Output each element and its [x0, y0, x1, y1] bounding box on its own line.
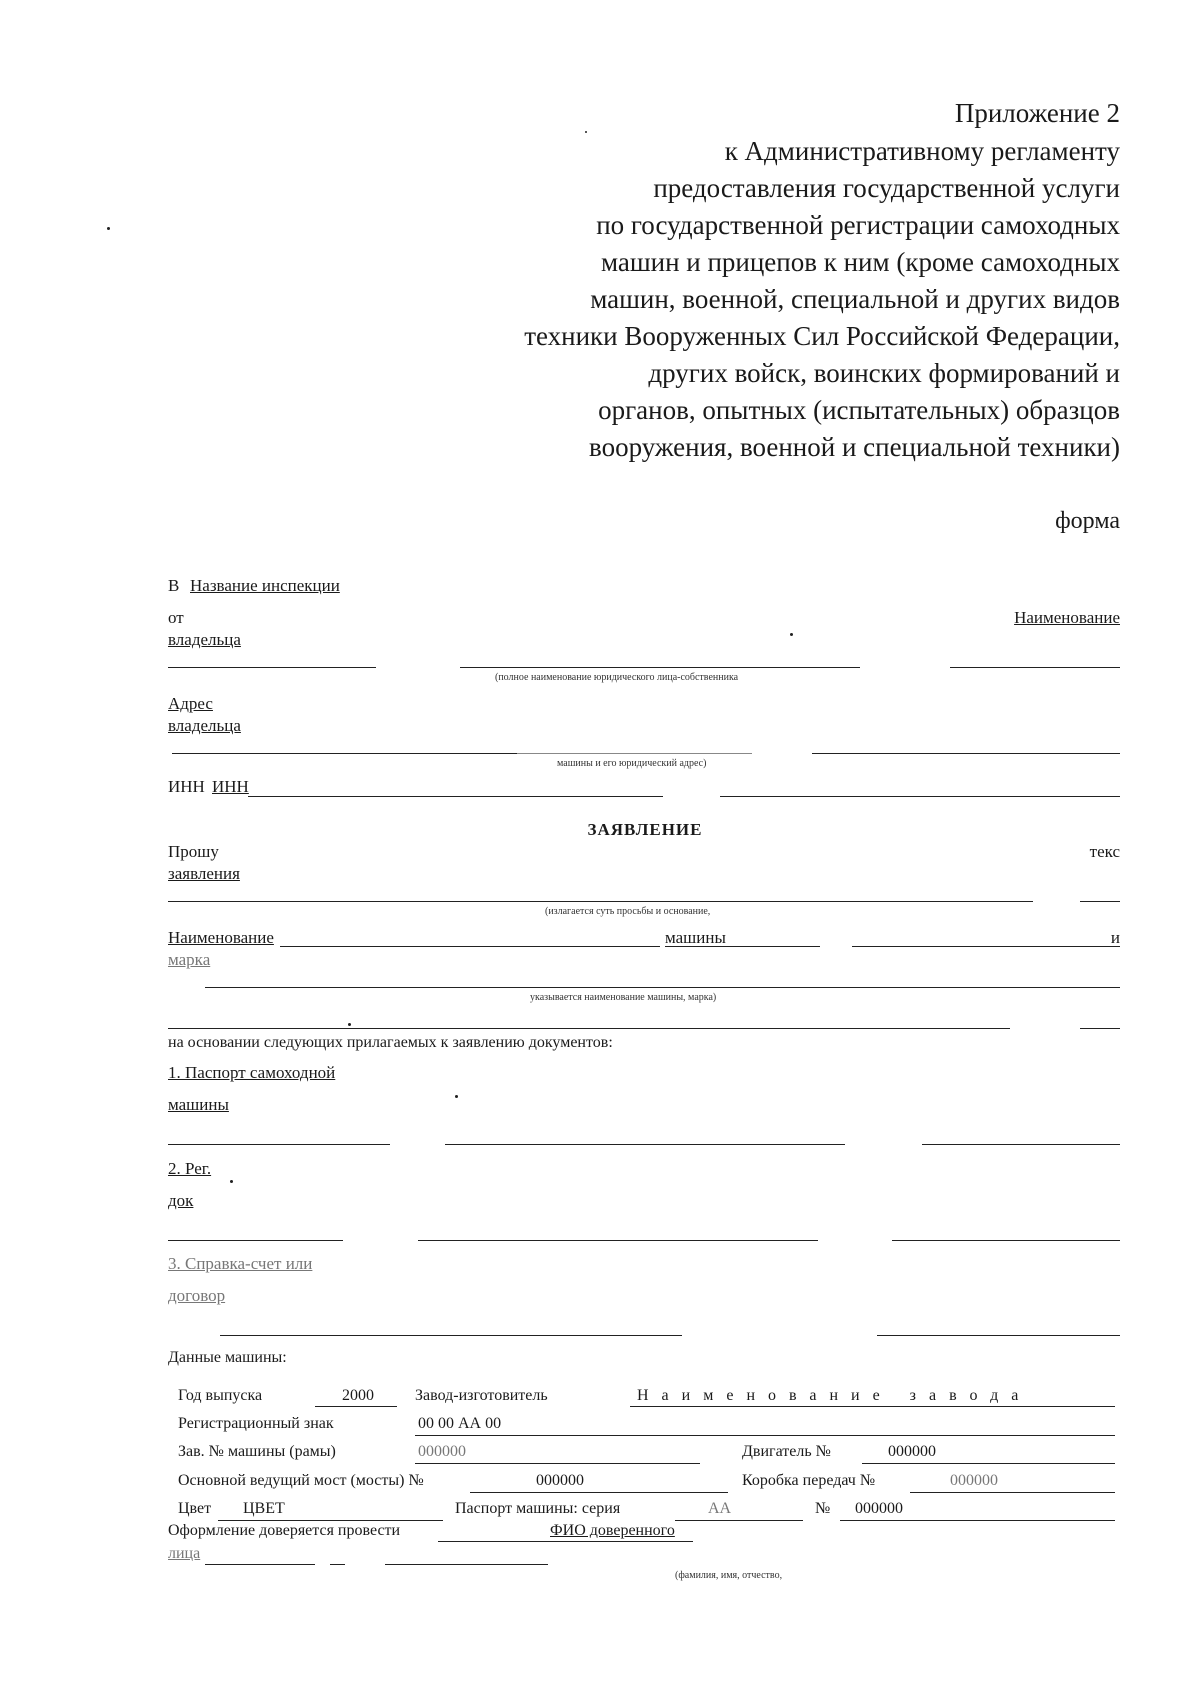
- axle-line: [470, 1492, 728, 1493]
- document-item-2-line2: док: [168, 1191, 194, 1210]
- document-item-1-line2: машины: [168, 1095, 229, 1114]
- trust-label: Оформление доверяется провести: [168, 1522, 401, 1539]
- reg-sign-value: 00 00 АА 00: [418, 1415, 502, 1432]
- passport-no: 000000: [855, 1500, 903, 1517]
- machine-data-heading: Данные машины:: [168, 1349, 287, 1366]
- scan-speck: [585, 131, 587, 133]
- machine-name-line: [852, 946, 1120, 947]
- owner-name-line: [168, 667, 376, 668]
- inn-label: ИНН: [168, 777, 205, 796]
- request-line: [168, 901, 1033, 902]
- trust-line: [205, 1564, 315, 1565]
- engine-value: 000000: [888, 1443, 936, 1460]
- address-label-1: Адрес: [168, 694, 213, 713]
- engine-label: Двигатель №: [742, 1443, 831, 1460]
- address-line: [517, 753, 752, 754]
- header-line: по государственной регистрации самоходных: [596, 210, 1120, 240]
- address-caption: машины и его юридический адрес): [557, 758, 707, 769]
- machine-name-caption: указывается наименование машины, марка): [530, 992, 717, 1003]
- document-item-2-line: [892, 1240, 1120, 1241]
- trust-person-part2: лица: [168, 1545, 201, 1562]
- owner-name-part1: Наименование: [1014, 608, 1120, 627]
- frame-value: 000000: [418, 1443, 466, 1460]
- document-item-3-line: [877, 1335, 1120, 1336]
- header-line: других войск, воинских формирований и: [648, 358, 1120, 388]
- passport-series: АА: [708, 1500, 732, 1517]
- request-line: [1080, 901, 1120, 902]
- document-item-3-line1: 3. Справка-счет или: [168, 1254, 313, 1273]
- passport-no-label: №: [815, 1500, 831, 1517]
- gearbox-line: [910, 1492, 1115, 1493]
- frame-line: [415, 1463, 700, 1464]
- owner-name-line: [460, 667, 860, 668]
- gearbox-value: 000000: [950, 1472, 998, 1489]
- header-line: предоставления государственной услуги: [653, 173, 1120, 203]
- request-label: Прошу: [168, 842, 219, 861]
- passport-no-line: [840, 1520, 1115, 1521]
- gearbox-label: Коробка передач №: [742, 1472, 876, 1489]
- color-value: ЦВЕТ: [243, 1500, 285, 1517]
- machine-name-line: [168, 1028, 1010, 1029]
- form-label: форма: [1055, 508, 1120, 534]
- year-value: 2000: [342, 1387, 374, 1404]
- document-item-1-line: [168, 1144, 390, 1145]
- document-item-3-line2: договор: [168, 1286, 226, 1305]
- address-line: [172, 753, 517, 754]
- reg-sign-line: [415, 1435, 1115, 1436]
- document-item-1-line: [922, 1144, 1120, 1145]
- inn-value: ИНН: [212, 777, 249, 796]
- passport-series-line: [675, 1520, 803, 1521]
- manufacturer-line: [630, 1406, 1115, 1407]
- machine-name-line: [205, 987, 1120, 988]
- frame-label: Зав. № машины (рамы): [178, 1443, 336, 1460]
- axle-value: 000000: [536, 1472, 584, 1489]
- manufacturer-value: Наименование завода: [637, 1387, 1032, 1404]
- axle-label: Основной ведущий мост (мосты) №: [178, 1472, 424, 1489]
- scan-speck: [790, 633, 793, 636]
- header-line: техники Вооруженных Сил Российской Федерации,: [524, 321, 1120, 351]
- machine-name-line: [665, 946, 820, 947]
- trust-line: [438, 1541, 693, 1542]
- year-line: [315, 1406, 397, 1407]
- document-item-1-line: [445, 1144, 845, 1145]
- owner-name-part2: владельца: [168, 630, 241, 649]
- document-item-2-line1: 2. Рег.: [168, 1159, 212, 1178]
- document-item-2-line: [168, 1240, 343, 1241]
- inn-line: [720, 796, 1120, 797]
- request-text-part2: заявления: [168, 864, 240, 883]
- machine-name-part3: и: [1110, 928, 1120, 947]
- engine-line: [862, 1463, 1115, 1464]
- manufacturer-label: Завод-изготовитель: [415, 1387, 548, 1404]
- machine-name-line: [280, 946, 660, 947]
- address-line: [812, 753, 1120, 754]
- address-label-2: владельца: [168, 716, 241, 735]
- documents-intro: на основании следующих прилагаемых к заявлению документов:: [168, 1034, 613, 1051]
- trust-line: [330, 1564, 345, 1565]
- color-line: [218, 1520, 443, 1521]
- color-label: Цвет: [178, 1500, 212, 1517]
- machine-name-part2: машины: [665, 928, 726, 947]
- header-line: машин и прицепов к ним (кроме самоходных: [600, 247, 1120, 277]
- year-label: Год выпуска: [178, 1387, 263, 1404]
- scan-speck: [348, 1023, 351, 1026]
- document-item-1-line1: 1. Паспорт самоходной: [168, 1063, 336, 1082]
- request-caption: (излагается суть просьбы и основание,: [545, 906, 711, 917]
- passport-label: Паспорт машины: серия: [455, 1500, 621, 1517]
- document-item-3-line: [220, 1335, 682, 1336]
- scan-speck: [455, 1095, 458, 1098]
- machine-name-part4: марка: [168, 950, 211, 969]
- addressee-value: Название инспекции: [190, 576, 340, 595]
- addressee-prefix: В: [168, 576, 180, 595]
- statement-title: ЗАЯВЛЕНИЕ: [587, 820, 703, 839]
- from-label: от: [168, 608, 184, 627]
- header-line: машин, военной, специальной и других видов: [590, 284, 1120, 314]
- scan-speck: [107, 227, 110, 230]
- appendix-title: Приложение 2: [954, 98, 1120, 128]
- header-line: к Административному регламенту: [724, 136, 1120, 166]
- reg-sign-label: Регистрационный знак: [178, 1415, 334, 1432]
- header-line: органов, опытных (испытательных) образцов: [598, 395, 1120, 425]
- owner-name-caption: (полное наименование юридического лица-собственника: [495, 672, 739, 683]
- machine-name-part1: Наименование: [168, 928, 274, 947]
- document-item-2-line: [418, 1240, 818, 1241]
- machine-name-line: [1080, 1028, 1120, 1029]
- trust-person-part1: ФИО доверенного: [550, 1522, 675, 1539]
- trust-caption: (фамилия, имя, отчество,: [675, 1570, 783, 1581]
- inn-line: [248, 796, 663, 797]
- owner-name-line: [950, 667, 1120, 668]
- scan-speck: [230, 1180, 233, 1183]
- trust-line: [385, 1564, 548, 1565]
- header-line: вооружения, военной и специальной техники): [589, 432, 1120, 462]
- request-text-part1: текс: [1089, 842, 1120, 861]
